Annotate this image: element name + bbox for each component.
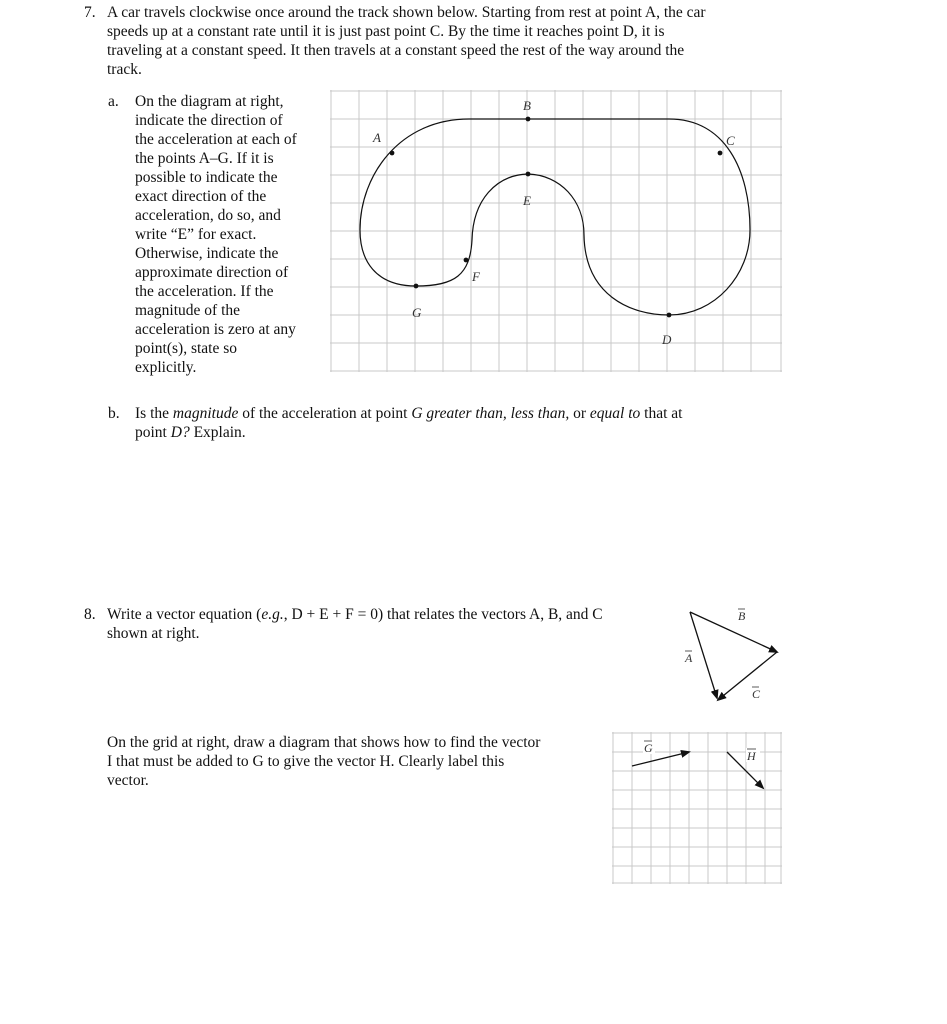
question-8-part-2-text bbox=[107, 733, 540, 790]
question-7-number: 7. bbox=[84, 4, 96, 21]
question-7-line: A car travels clockwise once around the track shown below. Starting from rest at point A, the car bbox=[107, 4, 706, 21]
part-b-line-1 bbox=[135, 404, 682, 423]
text-run: of the acceleration at point bbox=[238, 405, 412, 422]
part-a-line: explicitly. bbox=[135, 359, 197, 376]
track-label-d: D bbox=[662, 332, 672, 347]
part-b-text bbox=[135, 404, 682, 442]
text-run: or bbox=[569, 405, 590, 422]
part-a-line: Otherwise, indicate the bbox=[135, 245, 279, 262]
vector-c-arrow bbox=[718, 652, 777, 700]
track-label-a: A bbox=[373, 130, 381, 145]
part-a-line: acceleration, do so, and bbox=[135, 207, 281, 224]
text-run: Explain. bbox=[189, 424, 246, 441]
text-run: point bbox=[135, 424, 171, 441]
text-run: D? bbox=[170, 424, 190, 441]
track-label-c: C bbox=[726, 133, 735, 148]
question-8-line-1 bbox=[107, 605, 603, 624]
question-7-line: speeds up at a constant rate until it is just past point C. By the time it reaches point D, it is bbox=[107, 23, 665, 40]
text-run: magnitude bbox=[172, 405, 239, 422]
part-b-label: b. bbox=[108, 405, 120, 422]
part-a-line: approximate direction of bbox=[135, 264, 289, 281]
track-label-b: B bbox=[523, 98, 531, 113]
grid-vector-label-h: H bbox=[747, 749, 756, 763]
track-grid bbox=[330, 90, 782, 372]
text-run: that at bbox=[640, 405, 683, 422]
track-label-g: G bbox=[412, 305, 422, 320]
question-8-line-2: shown at right. bbox=[107, 625, 200, 642]
part-b-line-2 bbox=[135, 423, 682, 442]
text-run: greater than, less than, bbox=[426, 405, 570, 422]
part-a-line: the acceleration at each of bbox=[135, 131, 297, 148]
question-8-number: 8. bbox=[84, 606, 96, 623]
text-run: G bbox=[411, 405, 423, 422]
text-run: e.g. bbox=[261, 606, 284, 623]
grid-vector-label-g: G bbox=[644, 741, 653, 755]
part-a-line: indicate the direction of bbox=[135, 112, 283, 129]
question-8-part-2-line: I that must be added to G to give the vector H. Clearly label this bbox=[107, 753, 505, 770]
question-8-part-2-line: On the grid at right, draw a diagram that shows how to find the vector bbox=[107, 734, 541, 751]
vector-b-arrow bbox=[690, 612, 777, 652]
question-8-part-2-line: vector. bbox=[107, 772, 149, 789]
text-run: Write a vector equation ( bbox=[107, 606, 262, 623]
text-run: , D + E + F = 0) that relates the vectors A, B, and C bbox=[283, 606, 603, 623]
part-a-line: acceleration is zero at any bbox=[135, 321, 296, 338]
part-a-line: the points A–G. If it is bbox=[135, 150, 274, 167]
part-a-line: On the diagram at right, bbox=[135, 93, 284, 110]
text-run: equal to bbox=[589, 405, 641, 422]
vector-g-arrow bbox=[632, 752, 689, 766]
part-a-line: exact direction of the bbox=[135, 188, 267, 205]
part-a-line: magnitude of the bbox=[135, 302, 241, 319]
question-8-text bbox=[107, 605, 603, 643]
vector-a-arrow bbox=[690, 612, 717, 698]
vector-label-a: A bbox=[685, 651, 693, 665]
question-7-line: track. bbox=[107, 61, 142, 78]
vector-triangle bbox=[680, 598, 790, 708]
track-diagram[interactable] bbox=[330, 90, 782, 372]
track-label-e: E bbox=[523, 193, 531, 208]
part-a-line: point(s), state so bbox=[135, 340, 238, 357]
question-7-text bbox=[107, 3, 706, 79]
part-a-text bbox=[135, 92, 297, 377]
vector-label-c: C bbox=[752, 687, 761, 701]
vector-label-b: B bbox=[738, 609, 746, 623]
track-label-f: F bbox=[472, 269, 480, 284]
vector-grid[interactable] bbox=[612, 732, 782, 884]
text-run: Is the bbox=[135, 405, 173, 422]
part-a-line: write “E” for exact. bbox=[135, 226, 257, 243]
part-a-line: possible to indicate the bbox=[135, 169, 278, 186]
part-a-label: a. bbox=[108, 93, 119, 110]
part-a-line: the acceleration. If the bbox=[135, 283, 274, 300]
question-7-line: traveling at a constant speed. It then travels at a constant speed the rest of the way around the bbox=[107, 42, 685, 59]
